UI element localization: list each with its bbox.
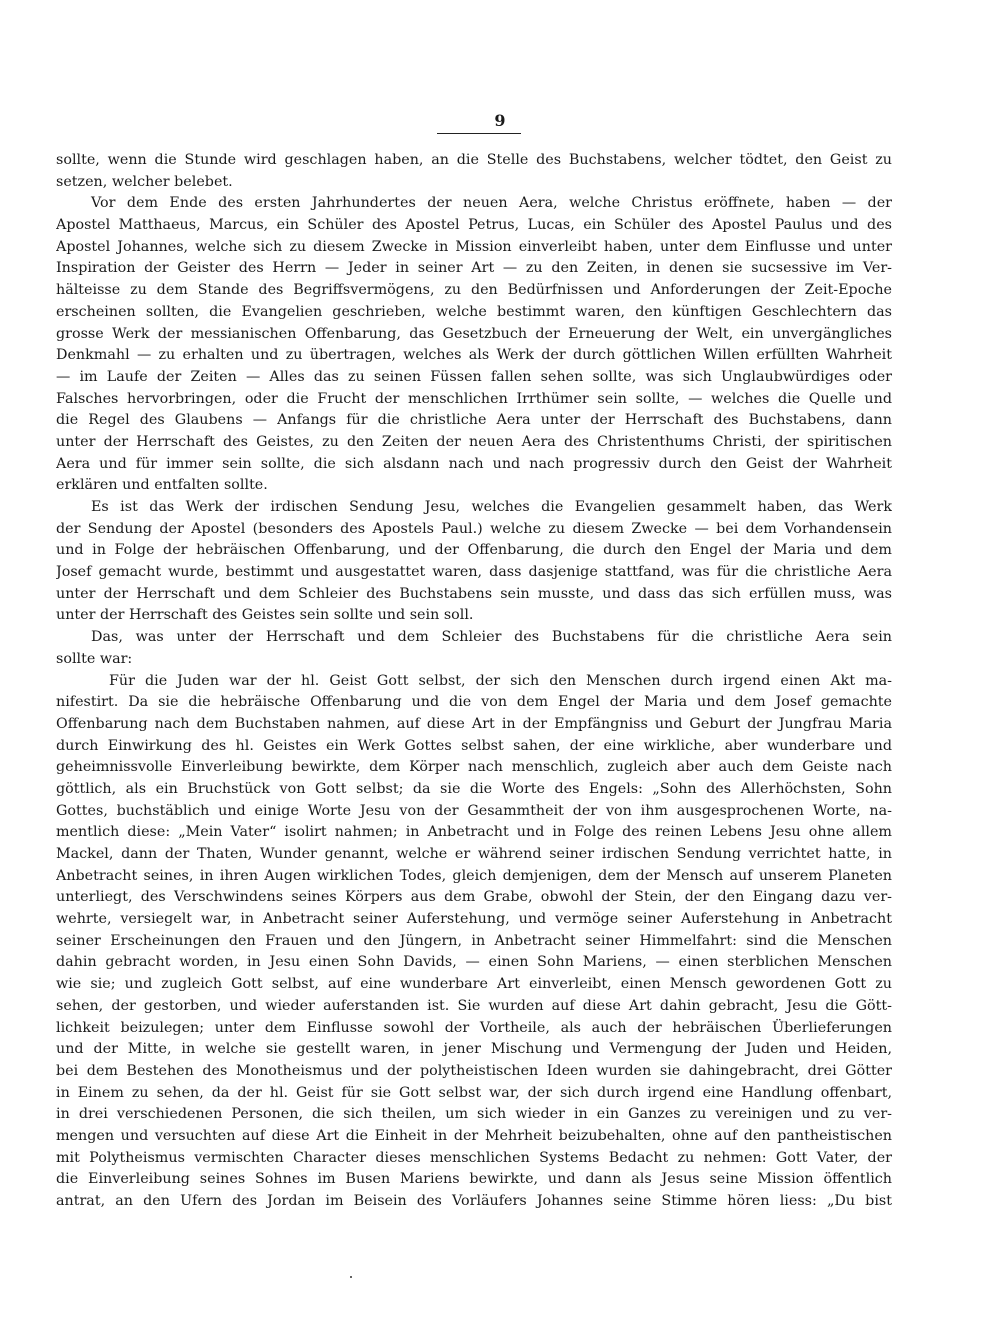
body-text [56, 150, 892, 1213]
text-line: unter der Herrschaft des Geistes, zu den Zeiten der neuen Aera des Christenthums Christi, der spiritischen [56, 433, 892, 450]
text-line: Inspiration der Geister des Herrn — Jeder in seiner Art — zu den Zeiten, in denen sie sucsessive im Ver- [56, 260, 892, 277]
text-line: hälteisse zu dem Stande des Begriffsvermögens, zu den Bedürfnissen und Anforderungen der Zeit-Epoche [56, 282, 892, 299]
text-line: unter der Herrschaft und dem Schleier des Buchstabens sein musste, und dass das sich erfüllen muss, was [56, 585, 892, 602]
text-line: — im Laufe der Zeiten — Alles das zu seinen Füssen fallen sehen sollte, was sich Unglaubwürdiges oder [56, 368, 892, 385]
text-line: Das, was unter der Herrschaft und dem Schleier des Buchstabens für die christliche Aera sein [91, 629, 892, 646]
text-line: Falsches hervorbringen, oder die Frucht der menschlichen Irrthümer sein sollte, — welches die Quelle und [56, 390, 892, 407]
text-line: bei dem Bestehen des Monotheismus und der polytheistischen Ideen wurden sie dahingebracht, drei Götter [56, 1062, 892, 1079]
text-line: wie sie; und zugleich Gott selbst, auf eine wunderbare Art einverleibt, einen Mensch gewordenen Gott zu [56, 976, 892, 993]
text-line: Anbetracht seines, in ihren Augen wirklichen Todes, gleich demjenigen, dem der Mensch auf unserem Planeten [56, 867, 892, 884]
text-line: sehen, der gestorben, und wieder auferstanden ist. Sie wurden auf diese Art dahin gebracht, Jesu die Gött- [56, 997, 892, 1014]
text-line: unter der Herrschaft des Geistes sein sollte und sein soll. [56, 607, 474, 624]
text-line: nifestirt. Da sie die hebräische Offenbarung und die von dem Engel der Maria und dem Josef gemachte [56, 694, 892, 711]
text-line: in Einem zu sehen, da der hl. Geist für sie Gott selbst war, der sich durch irgend eine Handlung offenbart, [56, 1084, 892, 1101]
text-line: in drei verschiedenen Personen, die sich theilen, um sich wieder in ein Ganzes zu vereinigen und zu ver- [56, 1106, 892, 1123]
page-number-rule [437, 133, 521, 134]
text-line: Aera und für immer sein sollte, die sich alsdann nach und nach progressiv durch den Geist der Wahrheit [56, 455, 892, 472]
text-line: grosse Werk der messianischen Offenbarung, das Gesetzbuch der Erneuerung der Welt, ein unvergängliches [56, 325, 892, 342]
text-line: dahin gebracht worden, in Jesu einen Sohn Davids, — einen Sohn Mariens, — einen sterblichen Menschen [56, 954, 892, 971]
text-line: mit Polytheismus vermischten Character dieses menschlichen Systems Bedacht zu nehmen: Gott Vater, der [56, 1149, 892, 1166]
text-line: die Regel des Glaubens — Anfangs für die christliche Aera unter der Herrschaft des Buchstabens, dann [56, 412, 892, 429]
text-line: antrat, an den Ufern des Jordan im Beisein des Vorläufers Johannes seine Stimme hören liess: „Du bist [56, 1193, 892, 1209]
text-line: Es ist das Werk der irdischen Sendung Jesu, welches die Evangelien gesammelt haben, das Werk [91, 499, 892, 515]
text-line: Gottes, buchstäblich und einige Worte Jesu von der Gesammtheit der von ihm ausgesprochenen Worte, na- [56, 802, 892, 819]
text-line: und in Folge der hebräischen Offenbarung, und der Offenbarung, die durch den Engel der Maria und dem [56, 542, 892, 559]
scan-speck [350, 1276, 352, 1278]
text-line: die Einverleibung seines Sohnes im Busen Mariens bewirkte, und dann als Jesus seine Mission öffentlich [56, 1171, 892, 1188]
text-line: geheimnissvolle Einverleibung bewirkte, dem Körper nach menschlich, zugleich aber auch dem Geiste nach [56, 759, 892, 776]
page-number: 9 [494, 111, 506, 130]
text-line: sollte, wenn die Stunde wird geschlagen haben, an die Stelle des Buchstabens, welcher tödtet, den Geist zu [56, 152, 892, 168]
text-line: unterliegt, des Verschwindens seines Körpers aus dem Grabe, obwohl der Stein, der den Eingang dazu ver- [56, 889, 892, 906]
text-line: sollte war: [56, 650, 133, 667]
text-line: göttlich, als ein Bruchstück von Gott selbst; da sie die Worte des Engels: „Sohn des Allerhöchsten, Sohn [56, 780, 892, 797]
text-line: seiner Erscheinungen den Frauen und den Jüngern, in Anbetracht seiner Himmelfahrt: sind die Menschen [56, 932, 892, 949]
text-line: mengen und versuchten auf diese Art die Einheit in der Mehrheit beizubehalten, ohne auf den pantheistischen [56, 1127, 892, 1144]
text-line: setzen, welcher belebet. [56, 173, 233, 190]
text-line: und der Mitte, in welche sie gestellt waren, in jener Mischung und Vermengung der Juden und Heiden, [56, 1041, 892, 1058]
text-line: Vor dem Ende des ersten Jahrhundertes der neuen Aera, welche Christus eröffnete, haben — der [91, 195, 892, 212]
text-line: wehrte, versiegelt war, in Anbetracht seiner Auferstehung, und vermöge seiner Auferstehung in Anbetracht [56, 911, 892, 928]
text-line: erscheinen sollten, die Evangelien geschrieben, welche bestimmt waren, den künftigen Geschlechtern das [56, 303, 892, 320]
text-line: erklären und entfalten sollte. [56, 477, 268, 494]
text-line: mentlich diese: „Mein Vater“ isolirt nahmen; in Anbetracht und in Folge des reinen Lebens Jesu ohne allem [56, 824, 892, 841]
text-line: Josef gemacht wurde, bestimmt und ausgestattet waren, dass dasjenige stattfand, was für die christliche Aera [56, 564, 892, 581]
text-line: Offenbarung nach dem Buchstaben nahmen, auf diese Art in der Empfängniss und Geburt der Jungfrau Maria [56, 715, 892, 732]
text-line: der Sendung der Apostel (besonders des Apostels Paul.) welche zu diesem Zwecke — bei dem Vorhandensein [56, 520, 892, 537]
text-line: lichkeit beizulegen; unter dem Einflusse sowohl der Vortheile, als auch der hebräischen Überlieferungen [56, 1019, 892, 1036]
text-line: Apostel Johannes, welche sich zu diesem Zwecke in Mission einverleibt haben, unter dem Einflusse und unter [56, 238, 892, 255]
text-line: Für die Juden war der hl. Geist Gott selbst, der sich den Menschen durch irgend einen Akt ma- [109, 672, 892, 689]
text-line: Apostel Matthaeus, Marcus, ein Schüler des Apostel Petrus, Lucas, ein Schüler des Apostel Paulus und des [56, 217, 892, 234]
text-line: Mackel, dann der Thaten, Wunder genannt, welche er während seiner irdischen Sendung verrichtet hatte, in [56, 846, 892, 862]
text-line: durch Einwirkung des hl. Geistes ein Werk Gottes selbst sahen, der eine wirkliche, aber wunderbare und [56, 737, 892, 754]
text-line: Denkmahl — zu erhalten und zu übertragen, welches als Werk der durch göttlichen Willen erfüllten Wahrheit [56, 347, 892, 364]
